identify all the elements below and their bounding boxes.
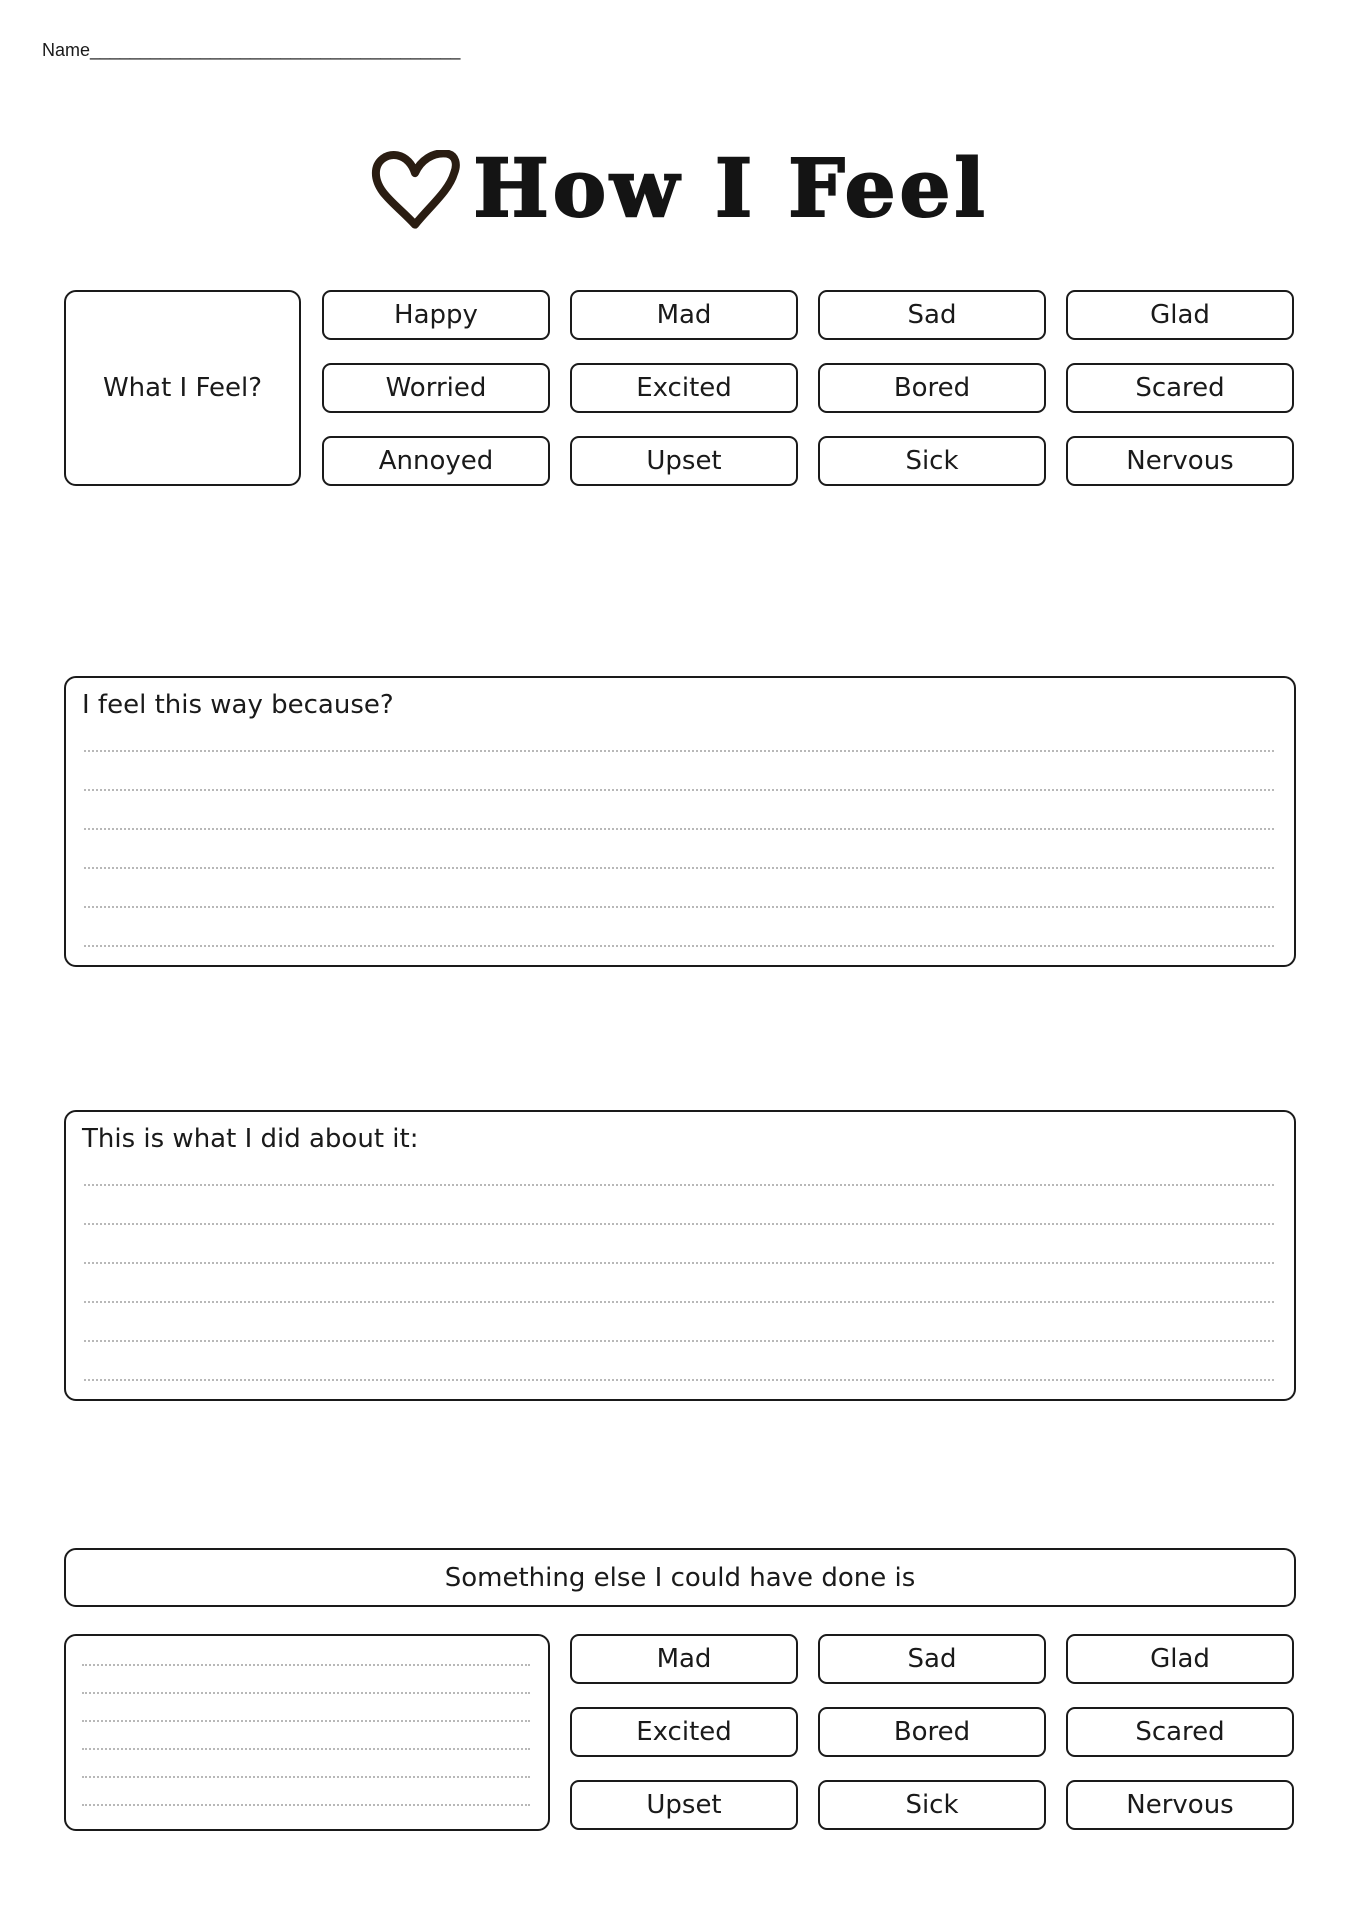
writing-line [82,1804,530,1806]
feeling-option-sick[interactable]: Sick [818,436,1046,486]
writing-line [84,1184,1274,1186]
alt-option-sick[interactable]: Sick [818,1780,1046,1830]
feeling-option-bored[interactable]: Bored [818,363,1046,413]
did-about-it-box[interactable] [64,1110,1296,1401]
feeling-option-sad[interactable]: Sad [818,290,1046,340]
something-else-label: Something else I could have done is [444,1562,916,1593]
feeling-option-scared[interactable]: Scared [1066,363,1294,413]
alt-option-sad[interactable]: Sad [818,1634,1046,1684]
alt-option-glad[interactable]: Glad [1066,1634,1294,1684]
writing-line [84,1340,1274,1342]
writing-line [84,906,1274,908]
feeling-option-excited[interactable]: Excited [570,363,798,413]
alt-option-bored[interactable]: Bored [818,1707,1046,1757]
writing-line [84,945,1274,947]
writing-line [84,750,1274,752]
writing-line [84,1301,1274,1303]
writing-line [84,867,1274,869]
writing-line [84,1379,1274,1381]
feeling-option-worried[interactable]: Worried [322,363,550,413]
feeling-option-nervous[interactable]: Nervous [1066,436,1294,486]
writing-line [84,1223,1274,1225]
feeling-option-happy[interactable]: Happy [322,290,550,340]
heart-icon [369,150,461,230]
feeling-option-glad[interactable]: Glad [1066,290,1294,340]
alt-option-scared[interactable]: Scared [1066,1707,1294,1757]
what-i-feel-box [64,290,301,486]
writing-line [82,1720,530,1722]
alt-option-upset[interactable]: Upset [570,1780,798,1830]
name-field[interactable]: Name_____________________________________ [42,40,461,60]
writing-line [84,828,1274,830]
something-else-writing-box[interactable] [64,1634,550,1831]
feeling-option-upset[interactable]: Upset [570,436,798,486]
writing-line [82,1692,530,1694]
writing-line [84,1262,1274,1264]
what-i-feel-label: What I Feel? [102,373,263,403]
feeling-option-mad[interactable]: Mad [570,290,798,340]
writing-line [84,789,1274,791]
writing-line [82,1776,530,1778]
because-label: I feel this way because? [82,690,394,720]
writing-line [82,1748,530,1750]
title-text: How I Feel [473,141,989,235]
alt-option-mad[interactable]: Mad [570,1634,798,1684]
because-box[interactable] [64,676,1296,967]
page-title [0,138,1358,238]
did-about-it-label: This is what I did about it: [82,1124,419,1154]
something-else-banner [64,1548,1296,1607]
alt-option-excited[interactable]: Excited [570,1707,798,1757]
writing-line [82,1664,530,1666]
alt-option-nervous[interactable]: Nervous [1066,1780,1294,1830]
feeling-option-annoyed[interactable]: Annoyed [322,436,550,486]
